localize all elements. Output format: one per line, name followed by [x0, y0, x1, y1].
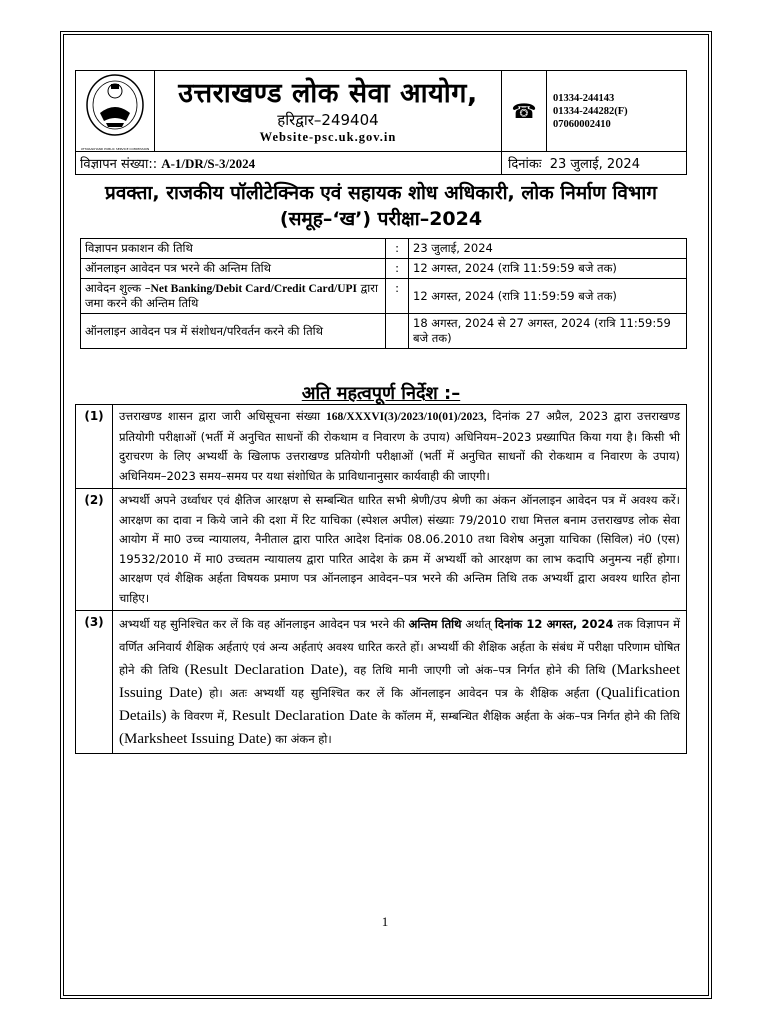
instruction-text: अभ्यर्थी अपने उर्ध्वाधर एवं क्षैतिज आरक्षण से सम्बन्धित धारित सभी श्रेणी/उप श्रेणी का अंकन ऑनलाइन आवेदन पत्र में अवश्य करें। आरक्षण का दावा न किये जाने की दशा में रिट याचिका (स्पेशल अपील) संख्याः 79/2010 राधा मित्तल बनाम उत्तराखण्ड लोक सेवा आयोग में मा0 उच्च न्यायालय, नैनीताल द्वारा पारित आदेश दिनांक 08.06.2010 तथा विशेष अनुज्ञा याचिका (सिविल) नं0 (एस) 19532/2010 में मा0 उच्चतम न्यायालय द्वारा पारित आदेश के क्रम में अभ्यर्थी को आरक्षण का लाभ कदापि अनुमन्य नहीं होगा। आरक्षण एवं शैक्षिक अर्हता विषयक प्रमाण पत्र ऑनलाइन आवेदन–पत्र भरने की अन्तिम तिथि तक अभ्यर्थी द्वारा अवश्य धारित होना चाहिए।	[113, 489, 687, 611]
table-row	[76, 611, 687, 754]
date-value-cell: 12 अगस्त, 2024 (रात्रि 11:59:59 बजे तक)	[409, 279, 687, 314]
text-segment: वह तिथि मानी जाएगी जो अंक–पत्र निर्गत होने की तिथि	[347, 663, 612, 677]
english-term: Result Declaration Date	[231, 708, 378, 724]
text-segment: तक विज्ञापन में वर्णित अनिवार्य शैक्षिक अर्हताएं एवं अन्य अर्हताएं अवश्य धारित करते हों। अभ्यर्थी की शैक्षिक अर्हता के संबंध में परीक्षा परिणाम घोषित होने की तिथि	[119, 617, 680, 677]
text-segment: दिनांक 27 अप्रैल, 2023 द्वारा उत्तराखण्ड प्रतियोगी परीक्षाओं (भर्ती में अनुचित साधनों की रोकथाम व निवारण के उपाय) अधिनियम–2023 प्रख्यापित किया गया है। किसी भी दुराचरण के लिए अभ्यर्थी के खिलाफ उत्तराखण्ड प्रतियोगी परीक्षाओं (भर्ती में अनुचित साधनों की रोकथाम व निवारण के उपाय) अधिनियम–2023 समय–समय पर यथा संशोधित के प्राविधानानुसार कार्यवाही की जाएगी।	[119, 409, 680, 483]
fee-payment-modes: Net Banking/Debit Card/Credit Card/UPI	[150, 283, 358, 295]
exam-title: प्रवक्ता, राजकीय पॉलीटेक्निक एवं सहायक शोध अधिकारी, लोक निर्माण विभाग (समूह–‘ख’) परीक्षा–2024	[105, 182, 657, 230]
advertisement-label: विज्ञापन संख्या::	[80, 157, 162, 172]
phone-cell	[502, 71, 547, 152]
english-term: (Qualification Details)	[119, 685, 680, 724]
text-segment: के विवरण में,	[166, 709, 232, 723]
instruction-text	[113, 611, 687, 754]
text-segment: अर्थात्	[461, 617, 495, 631]
table-row	[81, 279, 687, 314]
instruction-text	[113, 405, 687, 489]
colon: :	[386, 279, 409, 314]
last-date-emphasis: अन्तिम तिथि	[408, 617, 462, 631]
website: Website-psc.uk.gov.in	[259, 130, 397, 144]
colon	[386, 314, 409, 349]
phone-number-2: 01334-244282(F)	[553, 105, 628, 117]
important-dates-table	[80, 238, 687, 349]
letterhead	[75, 70, 687, 172]
date-value: 23 जुलाई, 2024	[549, 157, 640, 172]
title-block	[155, 71, 502, 152]
instruction-number: (2)	[76, 489, 113, 611]
logo-caption: UTTARAKHAND PUBLIC SERVICE COMMISSION	[80, 147, 150, 151]
text-segment: के कॉलम में, सम्बन्धित शैक्षिक अर्हता के अंक–पत्र निर्गत होने की तिथि	[377, 709, 680, 723]
text-segment: अभ्यर्थी यह सुनिश्चित कर लें कि वह ऑनलाइन आवेदन पत्र भरने की	[119, 617, 409, 631]
fee-label-prefix: आवेदन शुल्क –	[85, 281, 151, 295]
commission-title: उत्तराखण्ड लोक सेवा आयोग,	[178, 78, 478, 109]
date-label-cell: विज्ञापन प्रकाशन की तिथि	[81, 239, 386, 259]
date-value-cell: 23 जुलाई, 2024	[409, 239, 687, 259]
date-value-cell: 12 अगस्त, 2024 (रात्रि 11:59:59 बजे तक)	[409, 259, 687, 279]
deadline-emphasis: दिनांक 12 अगस्त, 2024	[494, 617, 614, 631]
advertisement-number: A-1/DR/S-3/2024	[161, 156, 256, 171]
table-row	[76, 405, 687, 489]
text-segment: का अंकन हो।	[271, 732, 332, 746]
page-number: 1	[381, 914, 389, 929]
english-term: (Marksheet Issuing Date)	[119, 731, 272, 747]
phone-number-1: 01334-244143	[553, 92, 615, 104]
phone-number-3: 07060002410	[553, 118, 611, 130]
table-row	[76, 489, 687, 611]
instruction-number: (1)	[76, 405, 113, 489]
advertisement-number-cell	[76, 152, 502, 175]
commission-logo	[76, 71, 155, 152]
advertisement-date-cell	[502, 152, 687, 175]
instructions-heading: अति महत्वपूर्ण निर्देश :–	[301, 383, 461, 404]
notification-number: 168/XXXVI(3)/2023/10(01)/2023,	[325, 411, 487, 423]
table-row	[81, 239, 687, 259]
colon: :	[386, 259, 409, 279]
text-segment: हो। अतः अभ्यर्थी यह सुनिश्चित कर लें कि ऑनलाइन आवेदन पत्र के शैक्षिक अर्हता	[202, 686, 596, 700]
instruction-number: (3)	[76, 611, 113, 754]
table-row	[81, 314, 687, 349]
city-pincode: हरिद्वार–249404	[277, 111, 379, 129]
table-row	[81, 259, 687, 279]
contact-numbers	[547, 71, 687, 152]
telephone-icon: ☎	[511, 99, 537, 123]
date-label-cell: ऑनलाइन आवेदन पत्र भरने की अन्तिम तिथि	[81, 259, 386, 279]
instructions-table	[75, 404, 687, 754]
english-term: (Result Declaration Date),	[184, 662, 348, 678]
english-term: (Marksheet Issuing Date)	[119, 662, 680, 701]
emblem-icon	[82, 71, 148, 143]
date-value-cell: 18 अगस्त, 2024 से 27 अगस्त, 2024 (रात्रि 11:59:59 बजे तक)	[409, 314, 687, 349]
date-label-cell: ऑनलाइन आवेदन पत्र में संशोधन/परिवर्तन करने की तिथि	[81, 314, 386, 349]
date-label: दिनांकः	[508, 157, 542, 172]
date-label-cell	[81, 279, 386, 314]
colon: :	[386, 239, 409, 259]
text-segment: उत्तराखण्ड शासन द्वारा जारी अधिसूचना संख्या	[119, 409, 326, 423]
fee-label-suffix: द्वारा जमा करने की अन्तिम तिथि	[85, 281, 378, 310]
